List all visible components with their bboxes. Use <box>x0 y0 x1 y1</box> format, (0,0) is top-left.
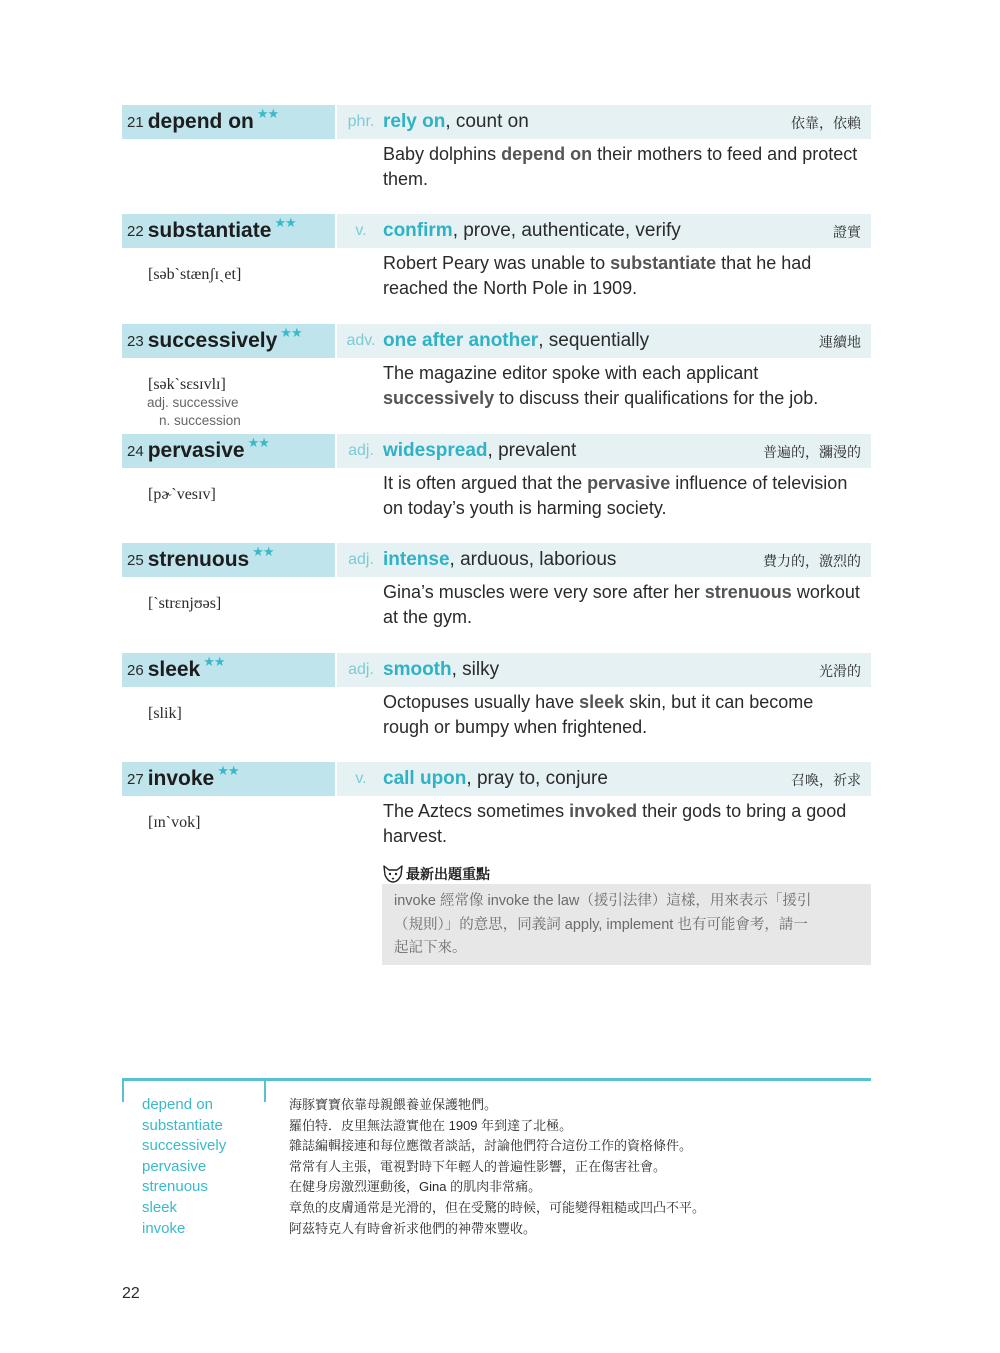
example-keyword: invoked <box>569 801 638 821</box>
part-of-speech: v. <box>355 222 367 239</box>
entry-head <box>122 105 335 139</box>
synonyms <box>383 543 616 577</box>
entry-head <box>122 762 335 796</box>
entry-number: 26 <box>127 661 144 679</box>
chinese-meaning: 連續地 <box>819 334 861 350</box>
recap-translation-list <box>289 1095 705 1239</box>
headword: pervasive <box>147 439 245 462</box>
entry-number: 22 <box>127 222 144 240</box>
entry-head <box>122 324 335 358</box>
recap-word: sleek <box>142 1198 178 1216</box>
example-sentence: The magazine editor spoke with each applicant successively to discuss their qualifications for the job. <box>383 363 819 408</box>
pronunciation: [pɚ`vesɪv] <box>148 486 216 503</box>
synonyms <box>383 762 608 796</box>
fox-face-icon <box>382 864 404 884</box>
headword: successively <box>147 329 278 352</box>
entry-head <box>122 543 335 577</box>
entry-head <box>122 653 335 687</box>
recap-word: successively <box>142 1137 227 1155</box>
recap-translation: 海豚寶寶依靠母親餵養並保護牠們。 <box>289 1097 498 1112</box>
example-keyword: sleek <box>579 692 625 712</box>
recap-translation: 在健身房激烈運動後，Gina 的肌肉非常痛。 <box>289 1179 542 1195</box>
pronunciation: [sək`sɛsɪvlɪ] <box>148 376 226 393</box>
part-of-speech: v. <box>355 770 367 787</box>
derived-adjective: adj. successive <box>147 395 239 410</box>
example-keyword: depend on <box>501 144 593 164</box>
main-synonym: widespread <box>383 440 488 461</box>
chinese-meaning: 普遍的，瀰漫的 <box>763 444 861 460</box>
tip-title: 最新出題重點 <box>406 866 490 882</box>
headword: substantiate <box>147 219 272 242</box>
chinese-meaning: 召喚，祈求 <box>791 772 861 788</box>
example-keyword: strenuous <box>704 582 792 602</box>
recap-divider <box>122 1078 871 1081</box>
frequency-stars: ★★ <box>252 544 274 559</box>
chinese-meaning: 費力的，激烈的 <box>763 553 861 569</box>
entry-number: 21 <box>127 113 144 131</box>
headword: invoke <box>147 767 215 790</box>
part-of-speech: adj. <box>348 661 374 678</box>
part-of-speech: adj. <box>348 551 374 568</box>
example-keyword: pervasive <box>587 473 671 493</box>
chinese-meaning: 光滑的 <box>819 663 861 679</box>
entry-number: 24 <box>127 442 144 460</box>
pronunciation: [`strɛnjʊəs] <box>148 595 222 612</box>
other-synonyms: , count on <box>445 111 529 132</box>
headword: sleek <box>147 658 201 681</box>
chinese-meaning: 依靠，依賴 <box>791 115 861 131</box>
pronunciation: [səb`stænʃɪˏet] <box>148 266 242 283</box>
definition-bar <box>337 324 871 358</box>
recap-translation: 雜誌編輯接連和每位應徵者談話，討論他們符合這份工作的資格條件。 <box>289 1138 693 1154</box>
recap-word: strenuous <box>142 1178 208 1196</box>
example-sentence: Gina’s muscles were very sore after her strenuous workout at the gym. <box>383 582 860 627</box>
other-synonyms: , arduous, laborious <box>449 549 617 570</box>
example-keyword: successively <box>383 388 495 408</box>
page-number: 22 <box>122 1285 140 1302</box>
recap-translation: 常常有人主張，電視對時下年輕人的普遍性影響，正在傷害社會。 <box>289 1158 667 1174</box>
frequency-stars: ★★ <box>203 654 225 669</box>
example-sentence: The Aztecs sometimes invoked their gods to bring a good harvest. <box>383 801 847 846</box>
main-synonym: call upon <box>383 768 467 789</box>
example-sentence: Baby dolphins depend on their mothers to feed and protect them. <box>383 144 858 189</box>
other-synonyms: , silky <box>451 659 500 680</box>
headword: strenuous <box>147 548 250 571</box>
example-keyword: substantiate <box>610 253 717 273</box>
definition-bar <box>337 434 871 468</box>
recap-bracket-middle <box>264 1078 266 1102</box>
other-synonyms: , prove, authenticate, verify <box>452 220 681 241</box>
recap-word: invoke <box>142 1219 186 1237</box>
tip-box <box>382 884 871 965</box>
definition-bar <box>337 105 871 139</box>
entry-head <box>122 434 335 468</box>
definition-bar <box>337 762 871 796</box>
entry-number: 27 <box>127 770 144 788</box>
tip-line: invoke 經常像 invoke the law（援引法律）這樣，用來表示「援引 <box>394 893 812 909</box>
main-synonym: intense <box>383 549 450 570</box>
tip-line: （規則）」的意思，同義詞 apply, implement 也有可能會考，請一 <box>394 916 808 933</box>
headword: depend on <box>147 110 254 133</box>
main-synonym: rely on <box>383 111 446 132</box>
definition-bar <box>337 214 871 248</box>
part-of-speech: phr. <box>347 113 375 130</box>
entry-number: 25 <box>127 551 144 569</box>
entry-head <box>122 214 335 248</box>
derived-forms <box>147 394 241 430</box>
other-synonyms: , sequentially <box>538 330 650 351</box>
frequency-stars: ★★ <box>256 106 279 121</box>
chinese-meaning: 證實 <box>833 224 861 240</box>
synonyms <box>383 324 649 358</box>
recap-translation: 羅伯特．皮里無法證實他在 1909 年到達了北極。 <box>289 1117 573 1133</box>
recap-word: depend on <box>142 1096 213 1113</box>
recap-word: pervasive <box>142 1157 207 1175</box>
example-sentence: Robert Peary was unable to substantiate that he had reached the North Pole in 1909. <box>383 253 812 298</box>
definition-bar <box>337 543 871 577</box>
other-synonyms: , prevalent <box>487 440 577 461</box>
derived-noun: n. succession <box>159 413 241 428</box>
pronunciation: [ɪn`vok] <box>148 814 201 831</box>
frequency-stars: ★★ <box>280 325 302 340</box>
main-synonym: smooth <box>383 659 452 680</box>
synonyms <box>383 105 529 139</box>
part-of-speech: adv. <box>346 332 376 349</box>
tip-heading <box>382 864 490 884</box>
other-synonyms: , pray to, conjure <box>466 768 608 789</box>
part-of-speech: adj. <box>348 442 374 459</box>
synonyms <box>383 214 681 248</box>
tip-line: 起記下來。 <box>394 940 467 956</box>
example-sentence: It is often argued that the pervasive influence of television on today’s youth is harming society. <box>383 473 848 518</box>
synonyms <box>383 434 576 468</box>
frequency-stars: ★★ <box>274 215 296 230</box>
main-synonym: confirm <box>383 220 453 241</box>
pronunciation: [slik] <box>148 705 182 722</box>
frequency-stars: ★★ <box>217 763 239 778</box>
recap-bracket-left <box>122 1078 124 1102</box>
definition-bar <box>337 653 871 687</box>
frequency-stars: ★★ <box>247 435 269 450</box>
recap-word: substantiate <box>142 1116 223 1134</box>
synonyms <box>383 653 499 687</box>
recap-translation: 阿茲特克人有時會祈求他們的神帶來豐收。 <box>289 1220 537 1236</box>
recap-word-list <box>142 1095 226 1239</box>
recap-translation: 章魚的皮膚通常是光滑的，但在受驚的時候，可能變得粗糙或凹凸不平。 <box>289 1199 706 1215</box>
example-sentence: Octopuses usually have sleek skin, but it can become rough or bumpy when frightened. <box>383 692 814 737</box>
entry-number: 23 <box>127 332 144 350</box>
main-synonym: one after another <box>383 330 539 351</box>
